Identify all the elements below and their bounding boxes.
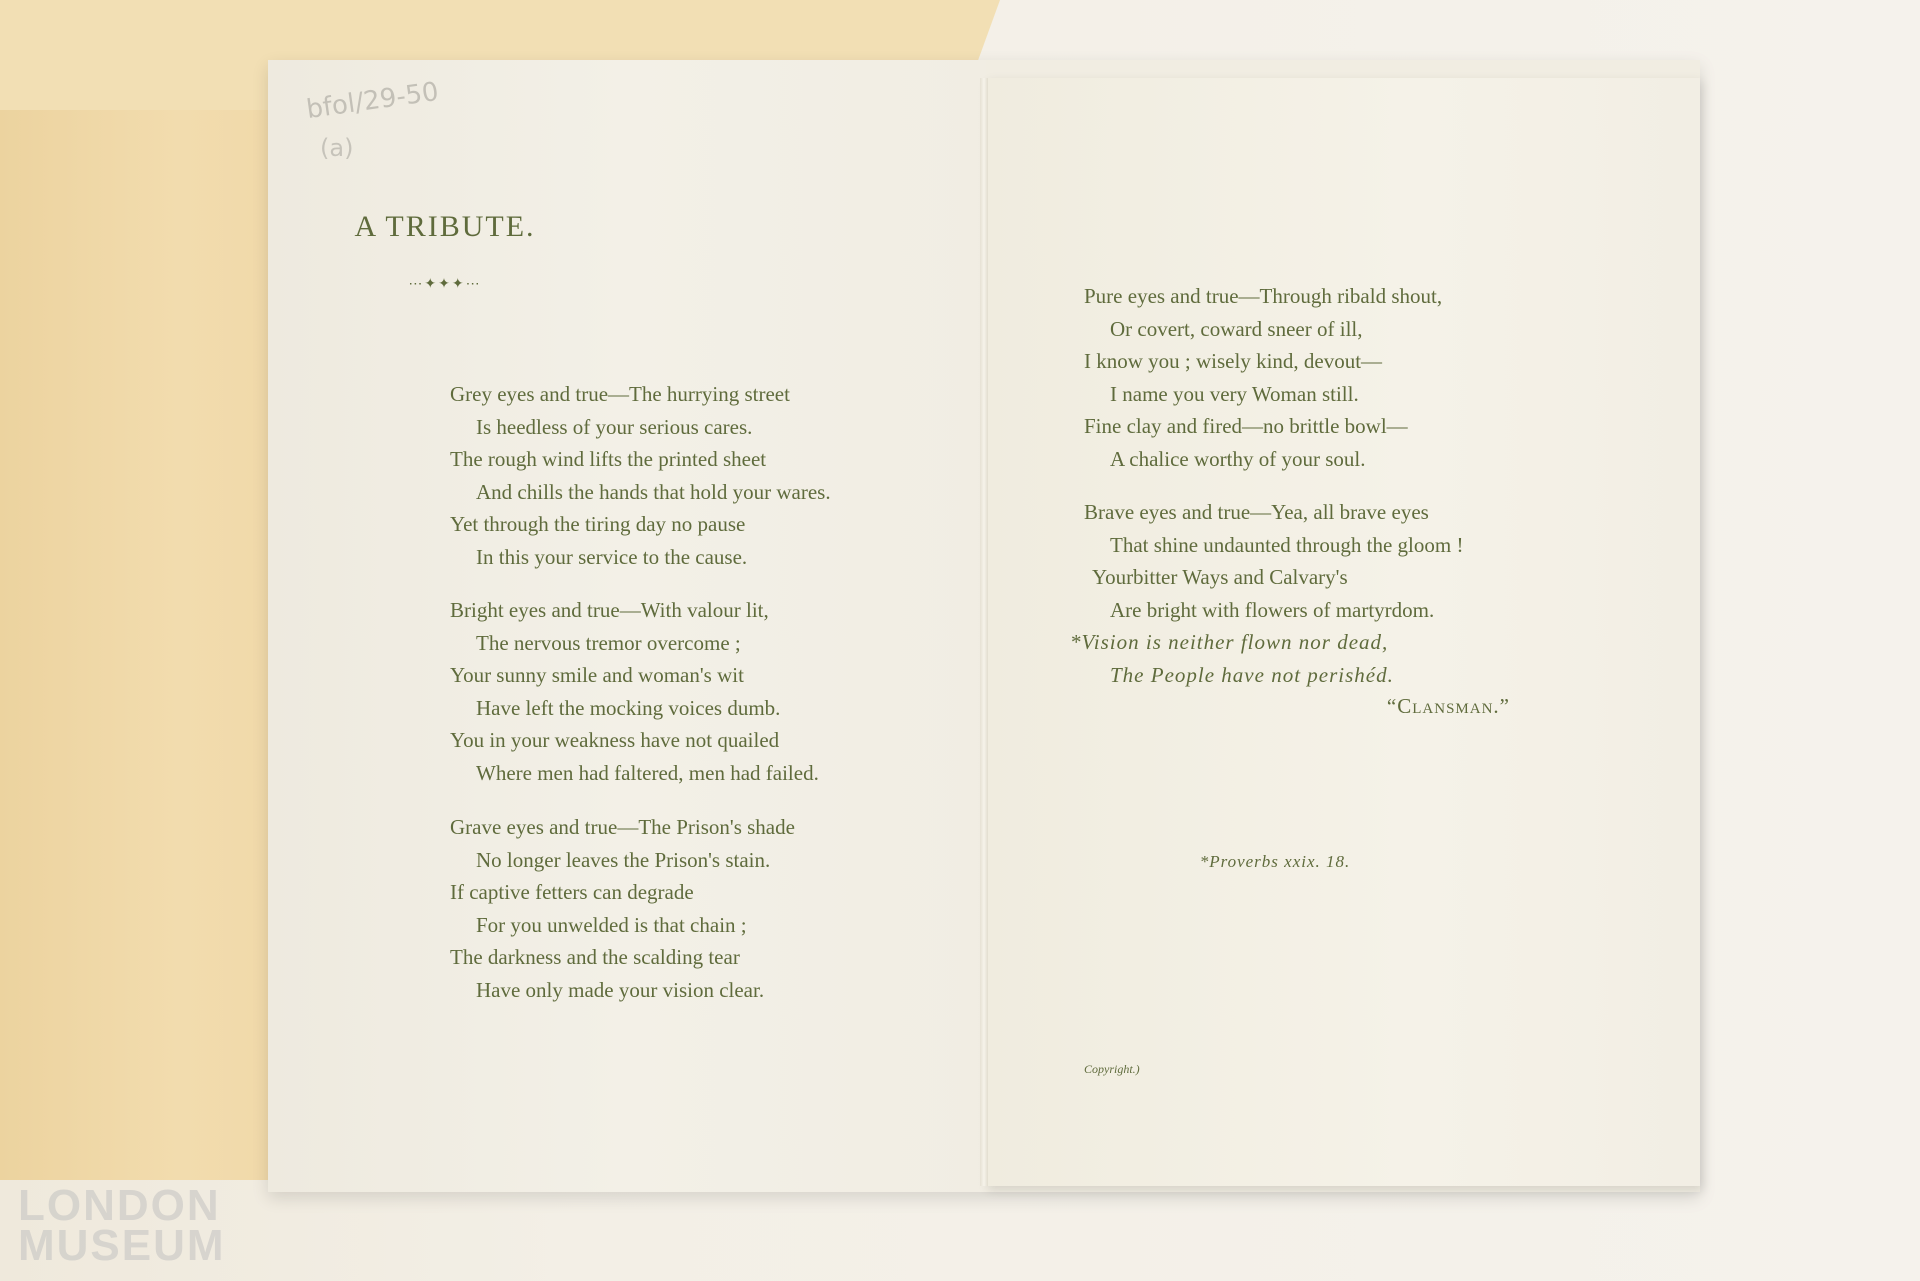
author-signature: “Clansman.”: [1386, 694, 1510, 718]
stanza-2: [450, 594, 819, 789]
verse-line: For you unwelded is that chain ;: [476, 912, 747, 937]
pencil-note-2: (a): [320, 134, 354, 162]
pencil-note: bfol/29-50: [304, 76, 441, 126]
verse-line: You in your weakness have not quailed: [450, 728, 780, 752]
verse-line: Yet through the tiring day no pause: [450, 512, 746, 536]
ornament-divider: ⋯✦✦✦⋯: [408, 277, 482, 292]
poem-title: A TRIBUTE.: [354, 210, 536, 243]
stanza-1: [450, 378, 831, 573]
verse-line: A chalice worthy of your soul.: [1110, 446, 1366, 471]
verse-line: Pure eyes and true—Through ribald shout,: [1084, 284, 1443, 308]
fold-spine: [980, 78, 988, 1186]
verse-line: That shine undaunted through the gloom !: [1110, 532, 1464, 557]
verse-line: In this your service to the cause.: [476, 544, 748, 569]
italic-verse-line: The People have not perishéd.: [1110, 662, 1394, 687]
verse-line: And chills the hands that hold your wares.: [476, 479, 831, 504]
verse-line: Bright eyes and true—With valour lit,: [450, 598, 769, 622]
verse-line: Your sunny smile and woman's wit: [450, 663, 744, 687]
verse-line: Where men had faltered, men had failed.: [476, 760, 819, 785]
verse-line: Have only made your vision clear.: [476, 977, 765, 1002]
verse-line: Yourbitter Ways and Calvary's: [1092, 565, 1348, 589]
watermark-line: LONDON: [18, 1181, 221, 1230]
verse-line: Is heedless of your serious cares.: [476, 414, 753, 439]
verse-line: Have left the mocking voices dumb.: [476, 695, 781, 720]
verse-line: Brave eyes and true—Yea, all brave eyes: [1084, 500, 1429, 524]
verse-line: The nervous tremor overcome ;: [476, 630, 741, 655]
verse-line: Or covert, coward sneer of ill,: [1110, 316, 1363, 341]
stanza-5: [1070, 496, 1464, 691]
stanza-3: [450, 811, 795, 1006]
verse-line: Grey eyes and true—The hurrying street: [450, 382, 790, 406]
stanza-4: [1084, 280, 1442, 475]
verse-line: I name you very Woman still.: [1110, 381, 1359, 406]
folder-edge: [0, 0, 300, 1180]
verse-line: Are bright with flowers of martyrdom.: [1110, 597, 1435, 622]
verse-line: If captive fetters can degrade: [450, 880, 694, 904]
verse-line: Grave eyes and true—The Prison's shade: [450, 815, 795, 839]
verse-line: Fine clay and fired—no brittle bowl—: [1084, 414, 1408, 438]
verse-line: No longer leaves the Prison's stain.: [476, 847, 771, 872]
copyright-note: Copyright.): [1084, 1062, 1140, 1076]
museum-watermark: [18, 1181, 226, 1270]
verse-line: I know you ; wisely kind, devout—: [1084, 349, 1383, 373]
verse-line: The rough wind lifts the printed sheet: [450, 447, 767, 471]
footnote: *Proverbs xxix. 18.: [1199, 852, 1351, 871]
italic-verse-line: *Vision is neither flown nor dead,: [1070, 630, 1389, 654]
verse-line: The darkness and the scalding tear: [450, 945, 740, 969]
watermark-line: MUSEUM: [18, 1221, 226, 1270]
